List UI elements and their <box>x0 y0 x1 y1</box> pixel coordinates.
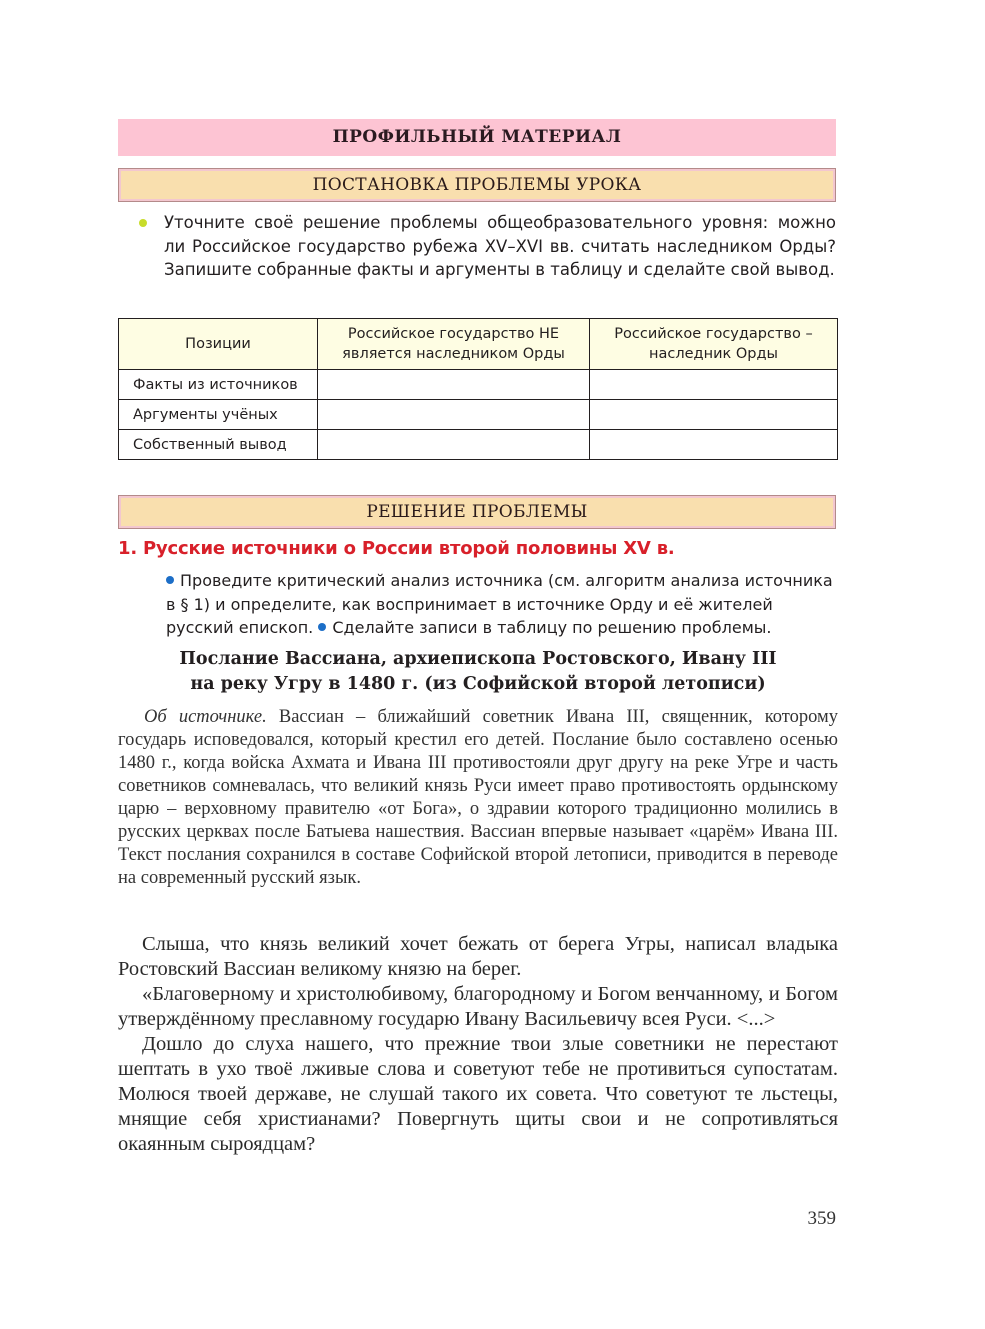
source-title-line-1: Послание Вассиана, архиепископа Ростовского, Ивану III <box>179 649 777 669</box>
task-paragraph <box>136 211 836 282</box>
row-label: Факты из источников <box>119 370 318 400</box>
profile-material-banner: ПРОФИЛЬНЫЙ МАТЕРИАЛ <box>118 119 836 156</box>
table-cell <box>590 430 838 460</box>
letter-paragraph: «Благоверному и христолюбивому, благородному и Богом венчанному, и Богом утверждённому преславному государю Ивану Васильевичу всея Руси. <...> <box>118 983 838 1030</box>
table-cell <box>590 400 838 430</box>
instruction-2: Сделайте записи в таблицу по решению проблемы. <box>332 618 772 637</box>
green-dot-icon <box>139 219 147 227</box>
table-cell <box>318 400 590 430</box>
table-row <box>119 370 838 400</box>
letter-paragraph: Дошло до слуха нашего, что прежние твои злые советники не перестают шептать в ухо твоё лживые слова и советуют тебе не противиться супостатам. Молюся твоей державе, не слушай такого их совета. Что советуют те льстецы, мнящие себя христианами? Повергнуть щиты свои и не сопротивляться окаянным сыроядцам? <box>118 1033 838 1155</box>
table-cell <box>318 370 590 400</box>
source-title <box>118 647 838 697</box>
table-header-heir: Российское государство – наследник Орды <box>590 319 838 370</box>
table-cell <box>590 370 838 400</box>
lesson-problem-banner: ПОСТАНОВКА ПРОБЛЕМЫ УРОКА <box>118 168 836 202</box>
instruction-1: Проведите критический анализ источника (см. алгоритм анализа источника в § 1) и определите, как воспринимает в источнике Орду и её жителей русский епископ. <box>166 571 833 637</box>
row-label: Аргументы учёных <box>119 400 318 430</box>
table-row <box>119 400 838 430</box>
blue-dot-icon <box>318 623 326 631</box>
row-label: Собственный вывод <box>119 430 318 460</box>
section-title: 1. Русские источники о России второй половины XV в. <box>118 538 675 559</box>
letter-paragraph: Слыша, что князь великий хочет бежать от берега Угры, написал владыка Ростовский Вассиан великому князю на берег. <box>118 933 838 980</box>
table-row <box>119 430 838 460</box>
table-cell <box>318 430 590 460</box>
source-title-line-2: на реку Угру в 1480 г. (из Софийской второй летописи) <box>190 674 766 694</box>
table-header-not-heir: Российское государство НЕ является наследником Орды <box>318 319 590 370</box>
letter-text <box>118 932 838 1157</box>
table-header-positions: Позиции <box>119 319 318 370</box>
table-header-row <box>119 319 838 370</box>
about-source-lead: Об источнике. <box>144 707 267 727</box>
about-source-paragraph <box>118 706 838 890</box>
task-text: Уточните своё решение проблемы общеобразовательного уровня: можно ли Российское государство рубежа XV–XVI вв. считать наследником Орды? Запишите собранные факты и аргументы в таблицу и сделайте свой вывод. <box>164 213 836 279</box>
positions-table <box>118 318 838 460</box>
about-source-text: Вассиан – ближайший советник Ивана III, священник, которому государь исповедовался, который крестил его детей. Послание было составлено осенью 1480 г., когда войска Ахмата и Ивана III противостояли друг другу на реке Угре и часть советников сомневалась, что великий князь Руси имеет право противостоять ордынскому царю – верховному правителю «от Бога», о здравии которого традиционно молились в русских церквах после Батыева нашествия. Вассиан впервые называет «царём» Ивана III. Текст послания сохранился в составе Софийской второй летописи, приводится в переводе на современный русский язык. <box>118 707 838 888</box>
page-number: 359 <box>807 1208 836 1229</box>
blue-dot-icon <box>166 576 174 584</box>
problem-solution-banner: РЕШЕНИЕ ПРОБЛЕМЫ <box>118 495 836 529</box>
instructions <box>166 569 838 640</box>
